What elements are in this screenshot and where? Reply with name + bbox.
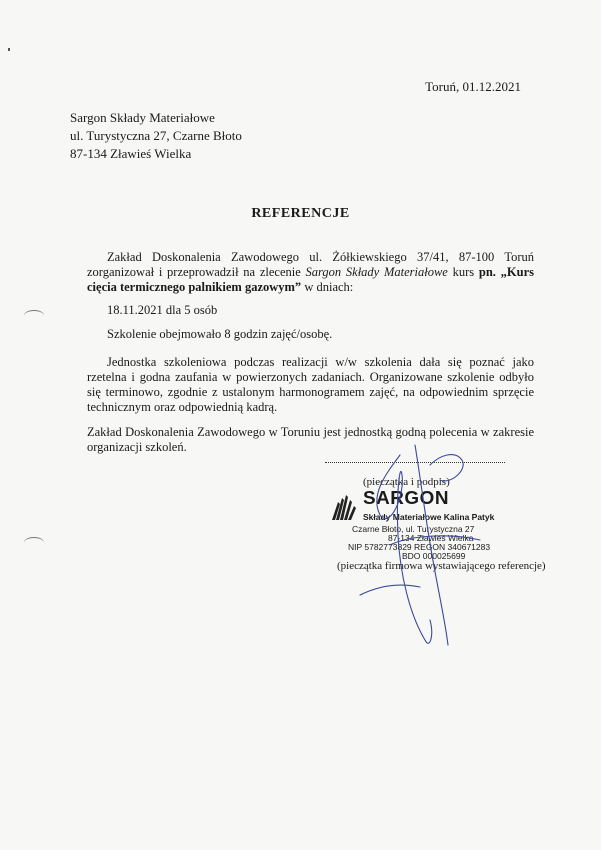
paragraph-dates: 18.11.2021 dla 5 osób [107, 303, 218, 317]
sargon-logo-icon [330, 492, 360, 522]
signature-dotted-line [325, 462, 505, 463]
stamp-brand-name: SARGON [362, 488, 450, 508]
course-intro-text: Zakład Doskonalenia Zawodowego ul. Żółkiewskiego 37/41, 87-100 Toruń zorganizował i przeprowadził na zlecenie [87, 250, 534, 279]
stamp-line-4: NIP 5782773829 REGON 340671283 [348, 542, 491, 552]
paragraph-recommendation: Zakład Doskonalenia Zawodowego w Toruniu jest jednostką godną polecenia w zakresie organizacji szkoleń. [87, 425, 534, 454]
paragraph-hours: Szkolenie obejmowało 8 godzin zajęć/osobę. [107, 327, 333, 341]
recipient-line-1: Sargon Składy Materiałowe [70, 110, 215, 125]
course-kurs-text: kurs [447, 265, 479, 279]
course-name: pn. „Kurs cięcia termicznego palnikiem gazowym” [87, 265, 534, 294]
stamp-line-3: 87-134 Zławieś Wielka [388, 533, 474, 543]
paragraph-assessment: Jednostka szkoleniowa podczas realizacji w/w szkolenia dała się poznać jako rzetelna i godna zaufania w powierzonych zadaniach. Organizowane szkolenie odbyło się terminowo, zgodnie z ustalonym harmonogramem zajęć, na odpowiednim sprzęcie technicznym oraz odpowiednią kadrą. [87, 355, 534, 414]
recipient-address [70, 109, 242, 163]
paragraph-course [87, 250, 534, 295]
stamp-line-1: Składy Materiałowe Kalina Patyk [363, 512, 495, 522]
stamp-line-2: Czarne Błoto, ul. Turystyczna 27 [352, 524, 475, 534]
course-dates-intro: w dniach: [301, 280, 354, 294]
recipient-line-2: ul. Turystyczna 27, Czarne Błoto [70, 128, 242, 143]
company-name: Sargon Składy Materiałowe [305, 265, 448, 279]
scan-dot [8, 48, 10, 51]
stamp-line-5: BDO 000025699 [402, 551, 466, 561]
signature-caption: (pieczątka i podpis) [363, 476, 450, 488]
date-line: Toruń, 01.12.2021 [425, 79, 521, 94]
punch-hole-top [24, 310, 44, 321]
stamp-caption: (pieczątka firmowa wystawiającego referencje) [337, 560, 546, 572]
letter-title: REFERENCJE [251, 206, 350, 221]
punch-hole-bottom [24, 537, 44, 548]
recipient-line-3: 87-134 Zławieś Wielka [70, 146, 192, 161]
